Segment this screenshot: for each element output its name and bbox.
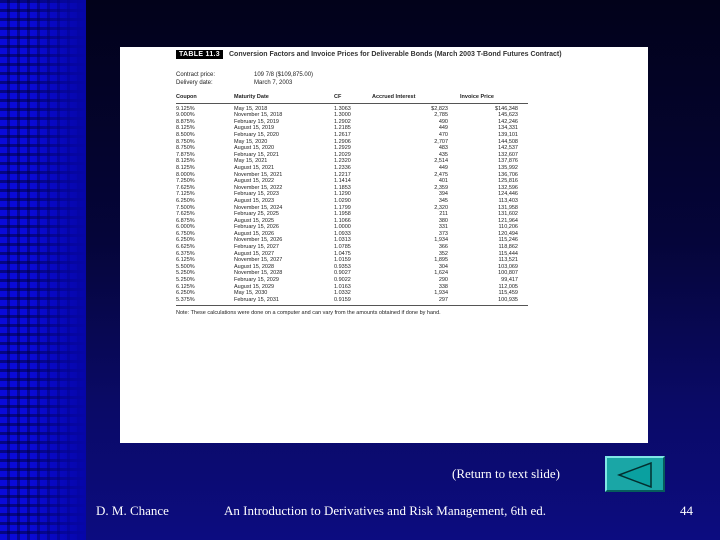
table-cell: 6.250% xyxy=(176,290,195,297)
table-row xyxy=(176,158,528,165)
table-cell: 1.0000 xyxy=(334,224,351,231)
conversion-factor-table xyxy=(176,93,528,306)
table-cell: 134,331 xyxy=(498,125,518,132)
left-triangle-icon xyxy=(617,462,653,488)
table-header xyxy=(176,50,648,59)
table-cell: 131,602 xyxy=(498,211,518,218)
table-cell: 490 xyxy=(438,118,448,125)
table-cell: November 15, 2021 xyxy=(234,171,283,178)
table-cell: 9.000% xyxy=(176,112,195,119)
table-cell: February 15, 2019 xyxy=(234,118,279,125)
table-cell: 304 xyxy=(438,263,448,270)
column-header-accrued-interest: Accrued Interest xyxy=(372,93,460,103)
table-cell: 7.625% xyxy=(176,211,195,218)
table-cell: 99,417 xyxy=(501,277,518,284)
table-cell: 135,992 xyxy=(498,164,518,171)
delivery-date-row xyxy=(176,79,648,87)
table-row xyxy=(176,297,528,306)
table-cell: 449 xyxy=(438,125,448,132)
table-cell: 0.9022 xyxy=(334,277,351,284)
table-row xyxy=(176,290,528,297)
table-cell: 1.2929 xyxy=(334,145,351,152)
table-cell: 5.250% xyxy=(176,270,195,277)
table-row xyxy=(176,103,528,112)
table-row xyxy=(176,112,528,119)
table-row xyxy=(176,125,528,132)
decorative-left-strip xyxy=(0,0,86,540)
footer-book-title: An Introduction to Derivatives and Risk Management, 6th ed. xyxy=(224,503,547,518)
table-cell: 1.1799 xyxy=(334,204,351,211)
table-body xyxy=(176,103,528,306)
table-row xyxy=(176,178,528,185)
table-cell: 125,816 xyxy=(498,178,518,185)
table-cell: 211 xyxy=(439,211,448,218)
table-cell: 1.2336 xyxy=(334,164,351,171)
table-cell: 1.0332 xyxy=(334,290,351,297)
table-cell: 394 xyxy=(438,191,448,198)
contract-price-value: 109 7/8 ($109,875.00) xyxy=(254,72,314,78)
table-row xyxy=(176,145,528,152)
table-cell: 2,320 xyxy=(434,204,448,211)
table-cell: 100,935 xyxy=(460,297,528,306)
table-cell: November 15, 2018 xyxy=(234,112,283,119)
table-cell: 9.125% xyxy=(176,105,195,112)
table-cell: November 15, 2027 xyxy=(234,257,283,264)
table-row xyxy=(176,211,528,218)
table-cell: 331 xyxy=(438,224,448,231)
table-cell: May 15, 2030 xyxy=(234,290,268,297)
table-cell: 118,862 xyxy=(498,244,518,251)
table-cell: 1.3063 xyxy=(334,105,351,112)
table-cell: 1.2185 xyxy=(334,125,351,132)
table-row xyxy=(176,132,528,139)
table-cell: 373 xyxy=(438,230,448,237)
table-cell: 6.750% xyxy=(176,230,195,237)
table-cell: 136,706 xyxy=(498,171,518,178)
table-row xyxy=(176,152,528,159)
table-row xyxy=(176,172,528,179)
table-cell: 345 xyxy=(438,197,448,204)
table-cell: August 15, 2022 xyxy=(234,178,275,185)
table-cell: February 15, 2023 xyxy=(234,191,279,198)
table-cell: August 15, 2026 xyxy=(234,230,275,237)
table-cell: 0.9159 xyxy=(334,297,372,306)
footer-author: D. M. Chance xyxy=(96,503,169,518)
table-cell: 120,494 xyxy=(498,230,518,237)
table-cell: 1.0163 xyxy=(334,283,351,290)
column-header-invoice-price: Invoice Price xyxy=(460,93,528,103)
table-cell: 1.0313 xyxy=(334,237,351,244)
table-row xyxy=(176,119,528,126)
table-cell: 1.1414 xyxy=(334,178,351,185)
table-row xyxy=(176,165,528,172)
table-cell: 352 xyxy=(438,250,448,257)
table-row xyxy=(176,191,528,198)
table-cell: 1,895 xyxy=(434,257,448,264)
table-cell: February 15, 2021 xyxy=(234,151,279,158)
table-cell: 8.750% xyxy=(176,145,195,152)
table-tag: TABLE 11.3 xyxy=(176,50,223,59)
table-row xyxy=(176,244,528,251)
table-cell: 110,206 xyxy=(498,224,518,231)
return-button[interactable] xyxy=(605,456,665,492)
table-cell: 1.2617 xyxy=(334,131,351,138)
table-cell: 113,521 xyxy=(498,257,518,264)
table-cell: 124,446 xyxy=(498,191,518,198)
table-cell: 115,246 xyxy=(498,237,518,244)
table-row xyxy=(176,257,528,264)
table-cell: 2,359 xyxy=(434,184,448,191)
table-cell: 8.125% xyxy=(176,125,195,132)
table-cell: 1.2320 xyxy=(334,158,351,165)
table-cell: November 15, 2022 xyxy=(234,184,283,191)
table-row xyxy=(176,237,528,244)
table-cell: May 15, 2018 xyxy=(234,105,268,112)
table-cell: 103,069 xyxy=(498,263,518,270)
delivery-date-label: Delivery date: xyxy=(176,80,213,86)
table-cell: 5.250% xyxy=(176,277,195,284)
table-cell: November 15, 2026 xyxy=(234,237,283,244)
table-cell: 1.0290 xyxy=(334,197,351,204)
table-cell: 366 xyxy=(438,244,448,251)
table-cell: 1,624 xyxy=(434,270,448,277)
table-cell: February 15, 2027 xyxy=(234,244,279,251)
table-cell: 7.625% xyxy=(176,184,195,191)
table-cell: 0.9353 xyxy=(334,263,351,270)
table-cell: August 15, 2020 xyxy=(234,145,275,152)
table-title: Conversion Factors and Invoice Prices for Deliverable Bonds (March 2003 T-Bond Futures Contract) xyxy=(229,51,562,58)
table-row xyxy=(176,139,528,146)
table-cell: 5.500% xyxy=(176,263,195,270)
table-note: Note: These calculations were done on a computer and can vary from the amounts obtained if done by hand. xyxy=(176,310,441,317)
table-cell: 1.3000 xyxy=(334,112,351,119)
table-cell: 1,934 xyxy=(434,237,448,244)
table-cell: 338 xyxy=(438,283,448,290)
table-cell: 112,005 xyxy=(498,283,518,290)
table-header-row xyxy=(176,93,528,103)
table-cell: 1.1290 xyxy=(334,191,351,198)
table-cell: 2,707 xyxy=(434,138,448,145)
table-cell: 6.125% xyxy=(176,283,195,290)
table-cell: 6.000% xyxy=(176,224,195,231)
table-row xyxy=(176,218,528,225)
table-cell: 115,444 xyxy=(498,250,518,257)
table-cell: August 15, 2021 xyxy=(234,164,275,171)
table-cell: 380 xyxy=(438,217,448,224)
table-cell: 483 xyxy=(438,145,448,152)
table-cell: February 15, 2029 xyxy=(234,277,279,284)
table-cell: August 15, 2023 xyxy=(234,197,275,204)
table-row xyxy=(176,284,528,291)
table-cell: 0.9027 xyxy=(334,270,351,277)
table-cell: February 25, 2025 xyxy=(234,211,279,218)
table-cell: 8.750% xyxy=(176,138,195,145)
table-cell: 1.0933 xyxy=(334,230,351,237)
table-image xyxy=(120,47,648,443)
table-row xyxy=(176,205,528,212)
table-cell: 132,596 xyxy=(498,184,518,191)
table-cell: May 15, 2020 xyxy=(234,138,268,145)
table-cell: 7.875% xyxy=(176,151,195,158)
table-row xyxy=(176,185,528,192)
table-cell: 2,785 xyxy=(434,112,448,119)
table-cell: 470 xyxy=(438,131,448,138)
table-cell: 131,958 xyxy=(498,204,518,211)
table-cell: August 15, 2029 xyxy=(234,283,275,290)
table-cell: 1.0785 xyxy=(334,244,351,251)
contract-price-label: Contract price: xyxy=(176,72,216,78)
table-cell: August 15, 2028 xyxy=(234,263,275,270)
table-row xyxy=(176,198,528,205)
column-header-coupon: Coupon xyxy=(176,93,234,103)
table-row xyxy=(176,270,528,277)
table-cell: 5.375% xyxy=(176,297,234,306)
table-cell: $2,823 xyxy=(431,105,448,112)
table-cell: 8.875% xyxy=(176,118,195,125)
table-cell: 139,101 xyxy=(498,131,518,138)
table-cell: 1.1958 xyxy=(334,211,351,218)
table-cell: 144,508 xyxy=(498,138,518,145)
table-cell: 8.125% xyxy=(176,158,195,165)
table-cell: 121,964 xyxy=(498,217,518,224)
table-cell: 145,623 xyxy=(498,112,518,119)
column-header-maturity-date: Maturity Date xyxy=(234,93,334,103)
table-cell: 7.500% xyxy=(176,204,195,211)
table-cell: November 15, 2028 xyxy=(234,270,283,277)
table-cell: 435 xyxy=(438,151,448,158)
table-row xyxy=(176,277,528,284)
contract-info xyxy=(176,71,648,87)
table-cell: 142,537 xyxy=(498,145,518,152)
delivery-date-value: March 7, 2003 xyxy=(254,80,293,86)
table-cell: 1.2906 xyxy=(334,138,351,145)
table-cell: 1,934 xyxy=(434,290,448,297)
table-cell: 100,807 xyxy=(498,270,518,277)
table-cell: 6.250% xyxy=(176,237,195,244)
table-cell: 290 xyxy=(438,277,448,284)
table-cell: 401 xyxy=(438,178,448,185)
table-row xyxy=(176,231,528,238)
table-cell: 1.2902 xyxy=(334,118,351,125)
table-cell: February 15, 2031 xyxy=(234,297,334,306)
table-cell: 2,514 xyxy=(434,158,448,165)
table-cell: 1.1066 xyxy=(334,217,351,224)
table-cell: November 15, 2024 xyxy=(234,204,283,211)
table-row xyxy=(176,264,528,271)
table-cell: 115,459 xyxy=(498,290,518,297)
table-cell: 8.125% xyxy=(176,164,195,171)
table-cell: 6.625% xyxy=(176,244,195,251)
table-cell: 1.0159 xyxy=(334,257,351,264)
table-cell: 6.250% xyxy=(176,197,195,204)
table-cell: 6.375% xyxy=(176,250,195,257)
column-header-cf: CF xyxy=(334,93,372,103)
table-cell: 8.500% xyxy=(176,131,195,138)
table-cell: August 15, 2027 xyxy=(234,250,275,257)
table-cell: 6.125% xyxy=(176,257,195,264)
table-cell: 1.0475 xyxy=(334,250,351,257)
table-row xyxy=(176,224,528,231)
table-cell: 297 xyxy=(372,297,460,306)
table-cell: May 15, 2021 xyxy=(234,158,268,165)
table-cell: 2,475 xyxy=(434,171,448,178)
table-cell: 113,403 xyxy=(498,197,518,204)
page-number: 44 xyxy=(680,503,693,518)
table-cell: 8.000% xyxy=(176,171,195,178)
table-cell: 1.1853 xyxy=(334,184,351,191)
table-cell: 1.2029 xyxy=(334,151,351,158)
table-cell: August 15, 2025 xyxy=(234,217,275,224)
table-cell: February 15, 2020 xyxy=(234,131,279,138)
table-cell: 137,876 xyxy=(498,158,518,165)
table-row xyxy=(176,251,528,258)
table-cell: 6.875% xyxy=(176,217,195,224)
table-cell: 1.2217 xyxy=(334,171,351,178)
table-cell: 7.125% xyxy=(176,191,195,198)
contract-price-row xyxy=(176,71,648,79)
table-cell: 449 xyxy=(438,164,448,171)
table-cell: August 15, 2019 xyxy=(234,125,275,132)
table-cell: 7.250% xyxy=(176,178,195,185)
table-cell: 132,607 xyxy=(498,151,518,158)
return-to-text-slide-link[interactable]: (Return to text slide) xyxy=(452,466,560,481)
table-cell: 142,246 xyxy=(498,118,518,125)
table-cell: $146,348 xyxy=(495,105,518,112)
table-cell: February 15, 2026 xyxy=(234,224,279,231)
